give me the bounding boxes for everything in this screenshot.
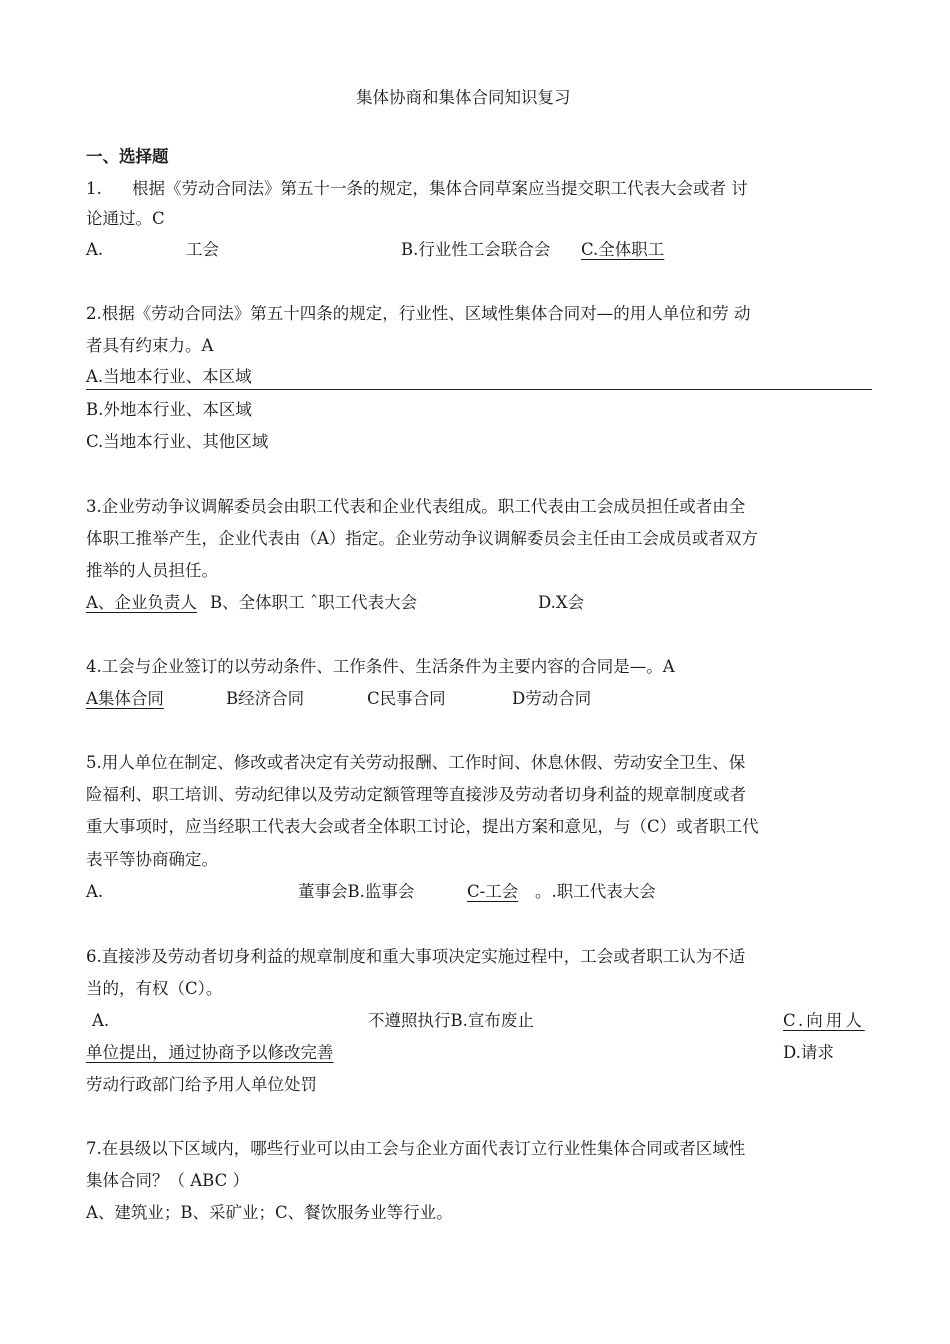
q7-options: A、建筑业；B、采矿业；C、餐饮服务业等行业。 — [86, 1203, 453, 1222]
q5-text-line2: 险福利、职工培训、劳动纪律以及劳动定额管理等直接涉及劳动者切身利益的规章制度或者 — [86, 785, 746, 804]
q2-text: 2.根据《劳动合同法》第五十四条的规定，行业性、区域性集体合同对—的用人单位和劳 动 — [86, 304, 751, 323]
q6-text-line2: 当的，有权（C）。 — [86, 979, 223, 998]
q2-option-a: A.当地本行业、本区域 — [86, 367, 252, 386]
q2-option-b: B.外地本行业、本区域 — [86, 400, 252, 419]
q2-option-c: C.当地本行业、其他区域 — [86, 432, 269, 451]
q6-option-a-label: A. — [92, 1011, 110, 1030]
q4-option-b: B经济合同 — [226, 689, 305, 708]
q6-option-d: D.请求 — [783, 1043, 834, 1062]
q1-text-cont: 论通过。C — [86, 209, 165, 228]
q1-text: 根据《劳动合同法》第五十一条的规定，集体合同草案应当提交职工代表大会或者 讨 — [132, 179, 748, 198]
q3-text-line1: 3.企业劳动争议调解委员会由职工代表和企业代表组成。职工代表由工会成员担任或者由全 — [86, 497, 746, 516]
q6-option-d-cont: 劳动行政部门给予用人单位处罚 — [86, 1075, 317, 1094]
q5-option-d: 。.职工代表大会 — [535, 882, 656, 901]
q1-option-a-label: A. — [86, 240, 104, 259]
q4-option-c: C民事合同 — [367, 689, 446, 708]
q1-number: 1. — [86, 179, 102, 198]
q1-option-a: 工会 — [186, 240, 219, 259]
q4-option-a: A集体合同 — [86, 689, 164, 708]
q3-text-line2: 体职工推举产生，企业代表由（A）指定。企业劳动争议调解委员会主任由工会成员或者双方 — [86, 529, 758, 548]
section-heading: 一、选择题 — [86, 147, 169, 166]
q7-text-line2: 集体合同？（ ABC ） — [86, 1171, 249, 1190]
q2-underline-rule — [86, 389, 872, 390]
q5-option-c: C-工会 — [467, 882, 519, 901]
q6-option-c-cont: 单位提出，通过协商予以修改完善 — [86, 1043, 334, 1062]
q3-option-a: A、企业负责人 — [86, 593, 197, 612]
q6-text-line1: 6.直接涉及劳动者切身利益的规章制度和重大事项决定实施过程中，工会或者职工认为不适 — [86, 947, 746, 966]
q5-text-line4: 表平等协商确定。 — [86, 850, 218, 869]
q3-option-d: D.X会 — [538, 593, 585, 612]
q6-option-c: C.向用人 — [783, 1011, 865, 1030]
q7-text-line1: 7.在县级以下区域内，哪些行业可以由工会与企业方面代表订立行业性集体合同或者区域性 — [86, 1139, 746, 1158]
q6-option-ab: 不遵照执行B.宣布废止 — [368, 1011, 534, 1030]
q5-option-a-label: A. — [86, 882, 104, 901]
q3-text-line3: 推举的人员担任。 — [86, 561, 218, 580]
page-title: 集体协商和集体合同知识复习 — [356, 88, 571, 107]
q5-option-ab: 董事会B.监事会 — [298, 882, 415, 901]
q1-option-b: B.行业性工会联合会 — [401, 240, 551, 259]
q4-text: 4.工会与企业签订的以劳动条件、工作条件、生活条件为主要内容的合同是—。A — [86, 657, 675, 676]
q5-text-line3: 重大事项时，应当经职工代表大会或者全体职工讨论，提出方案和意见，与（C）或者职工代 — [86, 817, 759, 836]
q5-text-line1: 5.用人单位在制定、修改或者决定有关劳动报酬、工作时间、休息休假、劳动安全卫生、保 — [86, 753, 746, 772]
q4-option-d: D劳动合同 — [512, 689, 592, 708]
q1-option-c: C.全体职工 — [581, 240, 665, 259]
q2-text-cont: 者具有约束力。A — [86, 336, 214, 355]
q3-option-b: B、全体职工 ˆ职工代表大会 — [210, 593, 418, 612]
